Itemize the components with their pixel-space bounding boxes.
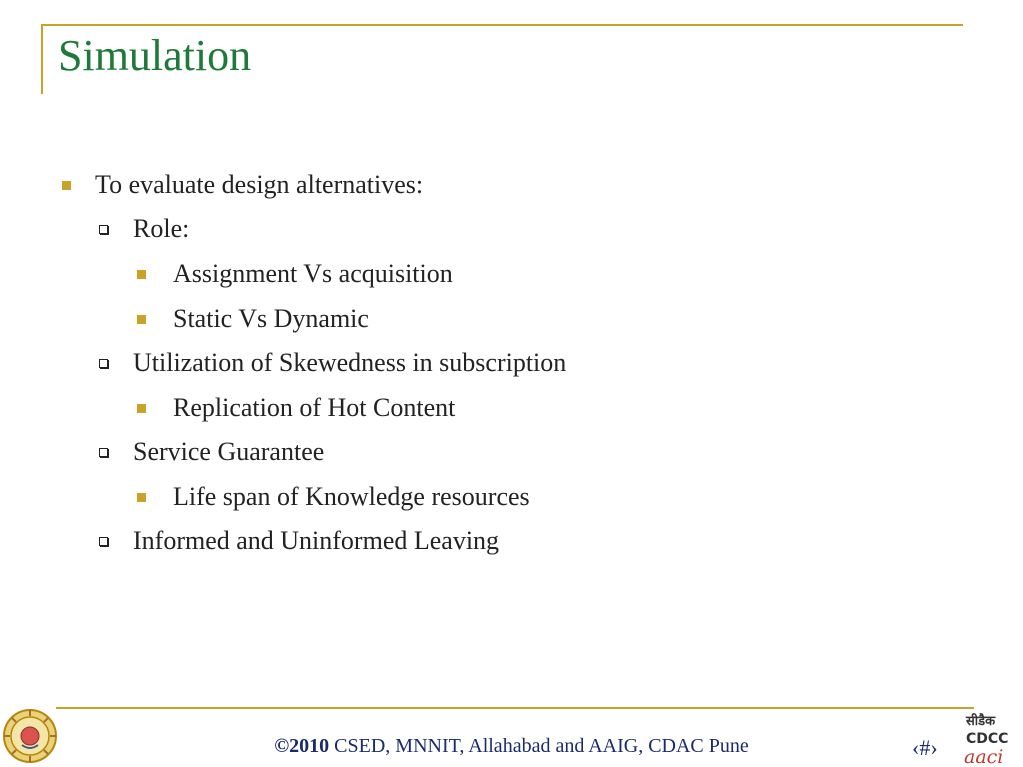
bullet-text: Assignment Vs acquisition [173,259,453,288]
bullet-text: Informed and Uninformed Leaving [133,526,500,555]
hollow-box-bullet-icon [99,448,108,457]
bullet-item [99,524,499,558]
square-bullet-icon [137,315,146,324]
bullet-text: Life span of Knowledge resources [173,482,530,511]
logo-hindi-text: सीडैक [966,714,996,729]
title-frame-vertical-rule [41,24,43,94]
hollow-box-bullet-icon [99,225,108,234]
copyright-year: ©2010 [274,735,330,757]
slide-number: ‹#› [912,735,938,760]
footer-organizations: CSED, MNNIT, Allahabad and AAIG, CDAC Pune [329,735,749,757]
bullet-item [137,391,455,425]
footer-copyright [0,735,1023,758]
bullet-text: To evaluate design alternatives: [95,170,424,199]
hollow-box-bullet-icon [99,537,108,546]
bullet-text: Role: [133,214,190,243]
bullet-text: Service Guarantee [133,437,325,466]
footer-rule [56,707,974,709]
bullet-text: Utilization of Skewedness in subscription [133,348,567,377]
slide-title: Simulation [58,31,252,80]
square-bullet-icon [137,493,146,502]
bullet-text: Static Vs Dynamic [173,304,369,333]
cdac-aaci-logo [962,709,1020,767]
hollow-box-bullet-icon [99,359,108,368]
bullet-item [99,346,566,380]
bullet-text: Replication of Hot Content [173,393,456,422]
bullet-item [99,435,324,469]
title-frame-horizontal-rule [41,24,963,26]
square-bullet-icon [62,181,71,190]
logo-aaci-text: aaci [964,746,1004,767]
square-bullet-icon [137,404,146,413]
bullet-item [99,212,189,246]
bullet-item [62,168,423,202]
logo-cdcc-text: CDCC [966,731,1009,747]
bullet-item [137,257,453,291]
bullet-item [137,302,369,336]
square-bullet-icon [137,270,146,279]
bullet-item [137,480,530,514]
